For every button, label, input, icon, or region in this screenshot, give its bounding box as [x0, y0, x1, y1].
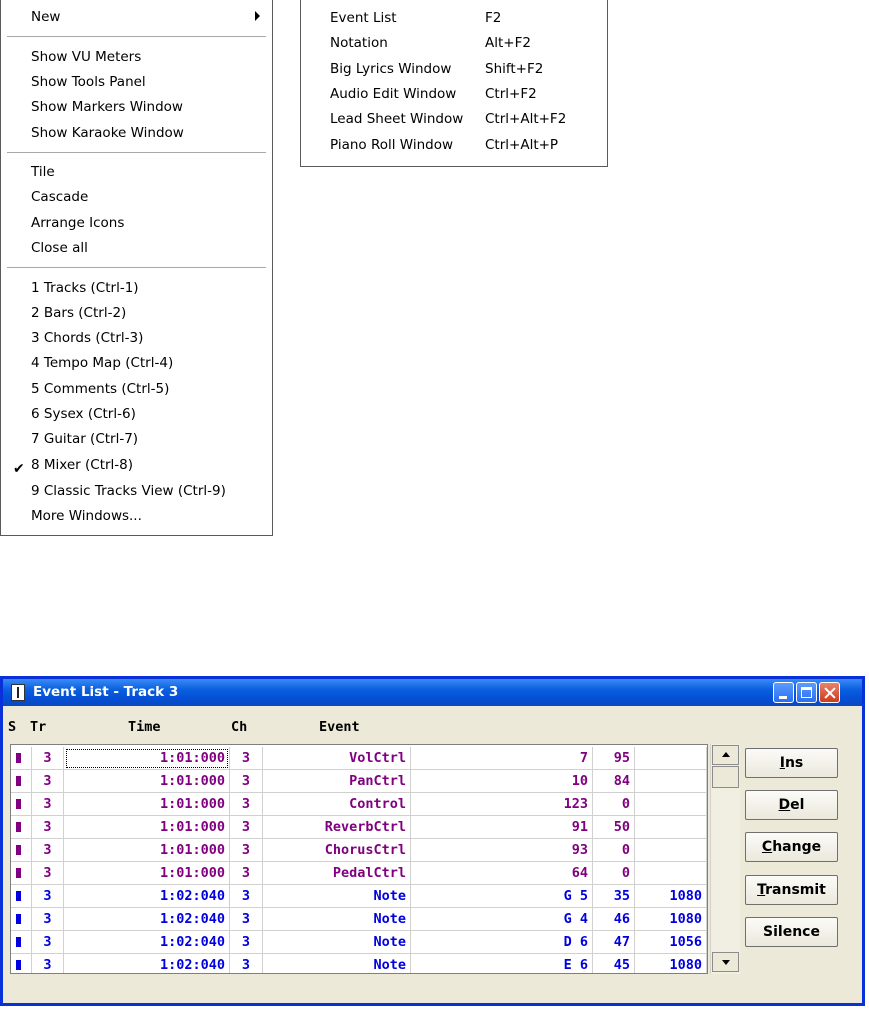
cell-time[interactable]: 1:02:040: [64, 908, 230, 931]
cell-channel[interactable]: 3: [230, 747, 263, 770]
menu-separator: [7, 36, 266, 38]
submenu-shortcut: Ctrl+Alt+P: [485, 137, 559, 153]
cell-value-2[interactable]: 84: [593, 770, 635, 793]
submenu-arrow-icon: [255, 11, 260, 21]
table-row[interactable]: [11, 747, 707, 770]
cell-track[interactable]: 3: [32, 954, 64, 974]
cell-channel[interactable]: 3: [230, 839, 263, 862]
menu-item-show-tools-panel[interactable]: Show Tools Panel: [31, 74, 146, 90]
menu-item-show-markers-window[interactable]: Show Markers Window: [31, 99, 183, 115]
cell-time[interactable]: 1:01:000: [64, 770, 230, 793]
event-marker-icon: [16, 960, 21, 970]
cell-track[interactable]: 3: [32, 770, 64, 793]
cell-value-1[interactable]: 10: [411, 770, 593, 793]
cell-event[interactable]: PanCtrl: [263, 770, 411, 793]
change-button[interactable]: Change: [745, 832, 838, 862]
column-header-s: S: [8, 719, 17, 735]
cell-channel[interactable]: 3: [230, 816, 263, 839]
menu-item-window-3[interactable]: 3 Chords (Ctrl-3): [31, 330, 144, 346]
cell-value-3[interactable]: [635, 839, 707, 862]
table-row[interactable]: [11, 839, 707, 862]
cell-event[interactable]: ReverbCtrl: [263, 816, 411, 839]
select-marker[interactable]: [11, 839, 32, 862]
menu-item-window-2[interactable]: 2 Bars (Ctrl-2): [31, 305, 127, 321]
select-marker[interactable]: [11, 747, 32, 770]
cell-value-1[interactable]: 91: [411, 816, 593, 839]
submenu-item-notation[interactable]: Notation: [330, 35, 388, 51]
submenu-item-lead-sheet-window[interactable]: Lead Sheet Window: [330, 111, 464, 127]
cell-value-2[interactable]: 0: [593, 793, 635, 816]
cell-value-3[interactable]: [635, 862, 707, 885]
cell-value-1[interactable]: 7: [411, 747, 593, 770]
app-icon: [11, 684, 25, 701]
silence-button[interactable]: Silence: [745, 917, 838, 947]
menu-item-window-9[interactable]: 9 Classic Tracks View (Ctrl-9): [31, 483, 226, 499]
new-submenu: [300, 0, 608, 167]
table-row[interactable]: [11, 816, 707, 839]
select-marker[interactable]: [11, 862, 32, 885]
event-grid[interactable]: [10, 744, 708, 974]
cell-track[interactable]: 3: [32, 885, 64, 908]
cell-value-1[interactable]: G 5: [411, 885, 593, 908]
cell-event[interactable]: VolCtrl: [263, 747, 411, 770]
cell-value-3[interactable]: 1080: [635, 954, 707, 974]
cell-track[interactable]: 3: [32, 839, 64, 862]
cell-channel[interactable]: 3: [230, 908, 263, 931]
submenu-item-piano-roll-window[interactable]: Piano Roll Window: [330, 137, 454, 153]
cell-value-2[interactable]: 47: [593, 931, 635, 954]
submenu-shortcut: Ctrl+Alt+F2: [485, 111, 567, 127]
table-row[interactable]: [11, 954, 707, 974]
menu-separator: [7, 152, 266, 154]
cell-time[interactable]: 1:01:000: [64, 862, 230, 885]
menu-item-show-vu-meters[interactable]: Show VU Meters: [31, 49, 142, 65]
cell-value-2[interactable]: 95: [593, 747, 635, 770]
menu-item-arrange-icons[interactable]: Arrange Icons: [31, 215, 125, 231]
cell-event[interactable]: Note: [263, 954, 411, 974]
event-list-window: [0, 676, 865, 1006]
event-marker-icon: [16, 891, 21, 901]
event-marker-icon: [16, 776, 21, 786]
cell-value-2[interactable]: 0: [593, 862, 635, 885]
cell-channel[interactable]: 3: [230, 862, 263, 885]
cell-time[interactable]: 1:01:000: [64, 816, 230, 839]
cell-value-2[interactable]: 45: [593, 954, 635, 974]
event-marker-icon: [16, 868, 21, 878]
minimize-button[interactable]: [773, 682, 794, 703]
event-marker-icon: [16, 753, 21, 763]
event-marker-icon: [16, 937, 21, 947]
submenu-shortcut: Alt+F2: [485, 35, 531, 51]
menu-item-tile[interactable]: Tile: [31, 164, 55, 180]
scroll-up-arrow-icon[interactable]: [712, 745, 739, 765]
window-menu: [0, 0, 273, 536]
cell-value-2[interactable]: 46: [593, 908, 635, 931]
cell-track[interactable]: 3: [32, 931, 64, 954]
title-bar[interactable]: [3, 679, 862, 706]
ins-button[interactable]: Ins: [745, 748, 838, 778]
event-marker-icon: [16, 914, 21, 924]
select-marker[interactable]: [11, 770, 32, 793]
column-header-ch: Ch: [231, 719, 248, 735]
cell-channel[interactable]: 3: [230, 770, 263, 793]
menu-item-window-6[interactable]: 6 Sysex (Ctrl-6): [31, 406, 136, 422]
cell-channel[interactable]: 3: [230, 954, 263, 974]
submenu-item-event-list[interactable]: Event List: [330, 10, 397, 26]
cell-value-2[interactable]: 0: [593, 839, 635, 862]
menu-item-cascade[interactable]: Cascade: [31, 189, 89, 205]
cell-time[interactable]: 1:02:040: [64, 885, 230, 908]
checkmark-icon: ✔: [13, 461, 25, 477]
cell-value-3[interactable]: 1056: [635, 931, 707, 954]
event-marker-icon: [16, 799, 21, 809]
menu-item-window-1[interactable]: 1 Tracks (Ctrl-1): [31, 280, 139, 296]
menu-item-more-windows[interactable]: More Windows...: [31, 508, 142, 524]
cell-track[interactable]: 3: [32, 793, 64, 816]
cell-track[interactable]: 3: [32, 816, 64, 839]
table-row[interactable]: [11, 885, 707, 908]
cell-value-3[interactable]: 1080: [635, 908, 707, 931]
submenu-item-big-lyrics-window[interactable]: Big Lyrics Window: [330, 61, 452, 77]
select-marker[interactable]: [11, 954, 32, 974]
column-header-event: Event: [319, 719, 360, 735]
menu-item-window-4[interactable]: 4 Tempo Map (Ctrl-4): [31, 355, 174, 371]
window-title: Event List - Track 3: [33, 684, 179, 700]
submenu-shortcut: Shift+F2: [485, 61, 544, 77]
transmit-button[interactable]: Transmit: [745, 875, 838, 905]
select-marker[interactable]: [11, 908, 32, 931]
cell-track[interactable]: 3: [32, 862, 64, 885]
menu-item-show-karaoke-window[interactable]: Show Karaoke Window: [31, 125, 184, 141]
cell-value-3[interactable]: [635, 770, 707, 793]
cell-value-2[interactable]: 35: [593, 885, 635, 908]
table-row[interactable]: [11, 793, 707, 816]
close-button[interactable]: [819, 682, 840, 703]
cell-event[interactable]: Control: [263, 793, 411, 816]
column-header-tr: Tr: [30, 719, 47, 735]
column-header-time: Time: [128, 719, 161, 735]
table-row[interactable]: [11, 931, 707, 954]
table-row[interactable]: [11, 770, 707, 793]
cell-value-1[interactable]: E 6: [411, 954, 593, 974]
del-button[interactable]: Del: [745, 790, 838, 820]
cell-time[interactable]: 1:02:040: [64, 954, 230, 974]
cell-time[interactable]: 1:01:000: [64, 793, 230, 816]
cell-value-1[interactable]: D 6: [411, 931, 593, 954]
menu-item-new[interactable]: [31, 5, 60, 29]
cell-value-1[interactable]: 123: [411, 793, 593, 816]
submenu-shortcut: F2: [485, 10, 502, 26]
menu-item-window-8[interactable]: 8 Mixer (Ctrl-8): [31, 457, 134, 473]
cell-channel[interactable]: 3: [230, 793, 263, 816]
event-marker-icon: [16, 845, 21, 855]
cell-time[interactable]: 1:01:000: [64, 839, 230, 862]
submenu-item-audio-edit-window[interactable]: Audio Edit Window: [330, 86, 457, 102]
maximize-button[interactable]: [796, 682, 817, 703]
select-marker[interactable]: [11, 816, 32, 839]
menu-separator: [7, 267, 266, 269]
cell-track[interactable]: 3: [32, 908, 64, 931]
cell-value-1[interactable]: G 4: [411, 908, 593, 931]
cell-value-1[interactable]: 93: [411, 839, 593, 862]
menu-item-window-5[interactable]: 5 Comments (Ctrl-5): [31, 381, 170, 397]
menu-item-new-label: New: [31, 9, 61, 25]
cell-value-3[interactable]: [635, 816, 707, 839]
cell-event[interactable]: Note: [263, 908, 411, 931]
table-row[interactable]: [11, 862, 707, 885]
cell-value-3[interactable]: 1080: [635, 885, 707, 908]
scroll-down-arrow-icon[interactable]: [712, 952, 739, 972]
cell-time[interactable]: 1:02:040: [64, 931, 230, 954]
cell-channel[interactable]: 3: [230, 931, 263, 954]
menu-item-close-all[interactable]: Close all: [31, 240, 88, 256]
select-marker[interactable]: [11, 931, 32, 954]
cell-event[interactable]: Note: [263, 931, 411, 954]
cell-channel[interactable]: 3: [230, 885, 263, 908]
select-marker[interactable]: [11, 793, 32, 816]
cell-event[interactable]: ChorusCtrl: [263, 839, 411, 862]
scroll-thumb[interactable]: [712, 766, 739, 788]
cell-value-2[interactable]: 50: [593, 816, 635, 839]
cell-event[interactable]: PedalCtrl: [263, 862, 411, 885]
vertical-scrollbar[interactable]: [710, 744, 740, 974]
table-row[interactable]: [11, 908, 707, 931]
cell-value-1[interactable]: 64: [411, 862, 593, 885]
submenu-shortcut: Ctrl+F2: [485, 86, 537, 102]
cell-value-3[interactable]: [635, 747, 707, 770]
cell-time[interactable]: 1:01:000: [64, 747, 230, 770]
cell-event[interactable]: Note: [263, 885, 411, 908]
cell-track[interactable]: 3: [32, 747, 64, 770]
menu-item-window-7[interactable]: 7 Guitar (Ctrl-7): [31, 431, 139, 447]
cell-value-3[interactable]: [635, 793, 707, 816]
event-marker-icon: [16, 822, 21, 832]
select-marker[interactable]: [11, 885, 32, 908]
